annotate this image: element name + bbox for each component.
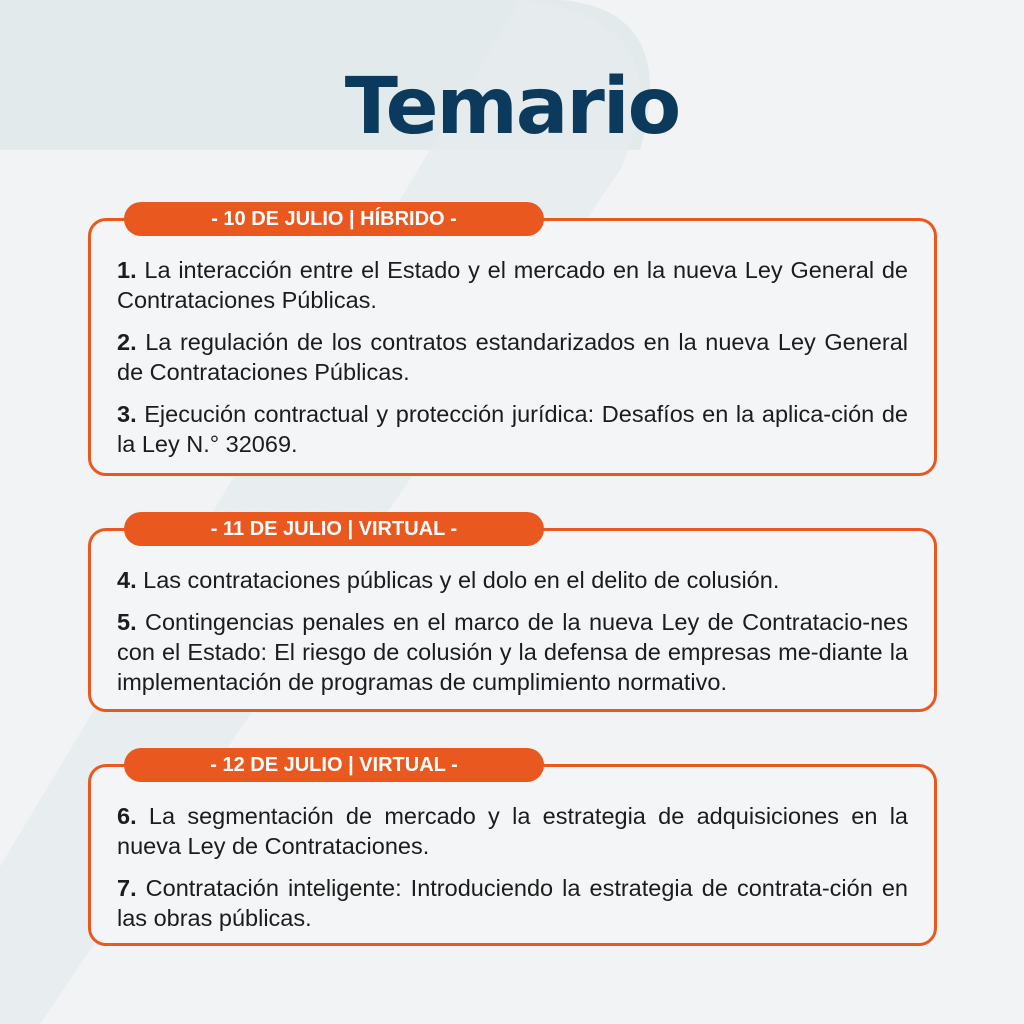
topic-text: La interacción entre el Estado y el mercado en la nueva Ley General de Contrataciones Públicas. [117, 257, 908, 313]
topic-item [117, 873, 908, 933]
topic-item [117, 399, 908, 459]
topic-item [117, 607, 908, 697]
topic-number: 7. [117, 875, 137, 901]
topic-text: La regulación de los contratos estandarizados en la nueva Ley General de Contrataciones Públicas. [117, 329, 908, 385]
topic-number: 1. [117, 257, 137, 283]
topic-text: Las contrataciones públicas y el dolo en el delito de colusión. [136, 567, 780, 593]
section-card [88, 218, 937, 476]
section-header-badge: - 11 DE JULIO | VIRTUAL - [124, 512, 544, 546]
topic-item [117, 565, 908, 595]
topic-text: Contingencias penales en el marco de la nueva Ley de Contratacio-nes con el Estado: El riesgo de colusión y la defensa de empresas me-diante la implementación de programas de cumplimiento normativo. [117, 609, 908, 695]
topic-number: 6. [117, 803, 137, 829]
topic-number: 4. [117, 567, 137, 593]
topic-text: Contratación inteligente: Introduciendo la estrategia de contrata-ción en las obras públicas. [117, 875, 908, 931]
topic-item [117, 255, 908, 315]
section-card [88, 764, 937, 946]
topic-text: La segmentación de mercado y la estrategia de adquisiciones en la nueva Ley de Contrataciones. [117, 803, 908, 859]
topic-number: 5. [117, 609, 137, 635]
section-july-11 [88, 512, 937, 714]
topic-item [117, 327, 908, 387]
section-header-badge: - 10 DE JULIO | HÍBRIDO - [124, 202, 544, 236]
topic-number: 2. [117, 329, 137, 355]
section-july-10 [88, 202, 937, 478]
topic-number: 3. [117, 401, 137, 427]
page-title: Temario [344, 62, 680, 152]
section-header-badge: - 12 DE JULIO | VIRTUAL - [124, 748, 544, 782]
section-card [88, 528, 937, 712]
topic-text: Ejecución contractual y protección jurídica: Desafíos en la aplica-ción de la Ley N.° 32069. [117, 401, 908, 457]
topic-item [117, 801, 908, 861]
section-july-12 [88, 748, 937, 948]
